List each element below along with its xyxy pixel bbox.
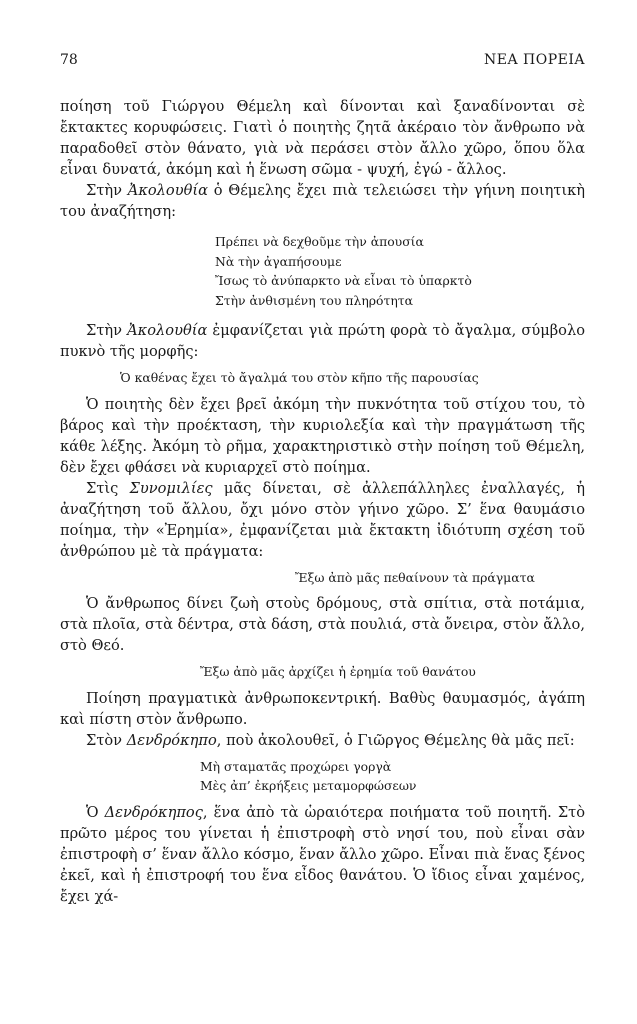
paragraph-3-post: ἐμφανίζεται γιὰ πρώτη φορὰ τὸ ἄγαλμα, σύμβολο πυκνὸ τῆς μορφῆς: bbox=[60, 322, 585, 360]
poem-title-akolouthia: Ἀκολουθία bbox=[127, 182, 208, 199]
paragraph-9-pre: Ὁ bbox=[86, 803, 105, 821]
verse-line: Ἴσως τὸ ἀνύπαρκτο νὰ εἶναι τὸ ὑπαρκτὸ bbox=[215, 273, 472, 288]
verse-line: Πρέπει νὰ δεχθοῦμε τὴν ἀπουσία bbox=[215, 234, 424, 249]
paragraph-5-pre: Στὶς bbox=[86, 479, 130, 497]
verse-line: Στὴν ἀνθισμένη του πληρότητα bbox=[215, 292, 414, 308]
poem-title-synomilies: Συνομιλίες bbox=[129, 479, 213, 497]
paragraph-6: Ὁ ἄνθρωπος δίνει ζωὴ στοὺς δρόμους, στὰ σπίτια, στὰ ποτάμια, στὰ πλοῖα, στὰ δέντρα, στὰ δάση, στὰ πουλιά, στὰ ὄνειρα, στὸν ἄλλο, στὸ Θεό. bbox=[60, 595, 585, 654]
paragraph-3-pre: Στὴν bbox=[86, 322, 128, 339]
paragraph-8-pre: Στὸν bbox=[86, 731, 127, 749]
verse-line: Μὴ σταματᾶς προχώρει γοργὰ bbox=[200, 758, 392, 774]
paragraph-9 bbox=[60, 802, 585, 907]
poem-title-akolouthia: Ἀκολουθία bbox=[127, 322, 208, 339]
paragraph-2-post: ὁ Θέμελης ἔχει πιὰ τελειώσει τὴν γήινη ποιητικὴ του ἀναζήτηση: bbox=[60, 182, 585, 220]
page-number: 78 bbox=[60, 52, 78, 68]
paragraph-4: Ὁ ποιητὴς δὲν ἔχει βρεῖ ἀκόμη τὴν πυκνότητα τοῦ στίχου του, τὸ βάρος καὶ τὴν προέκταση, τὴν κυριολεξία καὶ τὴν πραγμάτωση τῆς κάθε λέξης. Ἀκόμη τὸ ρῆμα, χαρακτηριστικὸ στὴν ποίηση τοῦ Θέμελη, δὲν ἔχει φθάσει νὰ κυριαρχεῖ στὸ ποίημα. bbox=[60, 395, 585, 476]
paragraph-5-post: μᾶς δίνεται, σὲ ἀλλεπάλληλες ἐναλλαγές, ἡ ἀναζήτηση τοῦ ἄλλου, ὄχι μόνο στὸν γήινο χῶρο. Σ’ ἕνα θαυμάσιο ποίημα, τὴν «Ἐρημία», ἐμφανίζεται μιὰ ἔκτακτη ἰδιότυπη σχέση τοῦ ἀνθρώπου μὲ τὰ πράγματα: bbox=[60, 479, 585, 560]
paragraph-9-post: , ἕνα ἀπὸ τὰ ὡραιότερα ποιήματα τοῦ ποιητῆ. Στὸ πρῶτο μέρος του γίνεται ἡ ἐπιστροφὴ στὸ νησί του, ποὺ εἶναι σὰν ἐπιστροφὴ σ’ ἕναν ἄλλο κόσμο, ἕναν ἄλλο χῶρο. Εἶναι πιὰ ἕνας ξένος ἐκεῖ, καὶ ἡ ἐπιστροφή του ἕνα εἶδος θανάτου. Ὁ ἴδιος εἶναι χαμένος, ἔχει χά- bbox=[60, 803, 585, 905]
verse-quote-3: Ἔξω ἀπὸ μᾶς πεθαίνουν τὰ πράγματα bbox=[295, 569, 535, 585]
paragraph-8 bbox=[60, 730, 585, 751]
paragraph-5 bbox=[60, 478, 585, 562]
paragraph-2-pre: Στὴν bbox=[86, 182, 128, 199]
paragraph-7: Ποίηση πραγματικὰ ἀνθρωποκεντρική. Βαθὺς θαυμασμός, ἀγάπη καὶ πίστη στὸν ἄνθρωπο. bbox=[60, 689, 585, 728]
verse-quote-1 bbox=[60, 232, 585, 310]
verse-line: Νὰ τὴν ἀγαπήσουμε bbox=[215, 253, 342, 269]
paragraph-3 bbox=[60, 320, 585, 362]
page-body bbox=[60, 96, 585, 907]
verse-line: Μὲς ἀπ’ ἐκρήξεις μεταμορφώσεων bbox=[200, 778, 417, 793]
running-title: ΝΕΑ ΠΟΡΕΙΑ bbox=[484, 52, 585, 68]
verse-quote-4: Ἔξω ἀπὸ μᾶς ἀρχίζει ἡ ἐρημία τοῦ θανάτου bbox=[200, 664, 476, 679]
paragraph-8-post: , ποὺ ἀκολουθεῖ, ὁ Γιῶργος Θέμελης θὰ μᾶς πεῖ: bbox=[216, 731, 575, 749]
verse-quote-5 bbox=[60, 757, 585, 796]
verse-quote-2: Ὁ καθένας ἔχει τὸ ἄγαλμά του στὸν κῆπο τῆς παρουσίας bbox=[120, 370, 479, 385]
poem-title-dendrokipo: Δενδρόκηπο bbox=[126, 731, 217, 749]
paragraph-2 bbox=[60, 180, 585, 222]
paragraph-1: ποίηση τοῦ Γιώργου Θέμελη καὶ δίνονται καὶ ξαναδίνονται σὲ ἔκτακτες κορυφώσεις. Γιατὶ ὁ ποιητὴς ζητᾶ ἀκέραιο τὸν ἄνθρωπο νὰ παραδοθεῖ στὸν θάνατο, γιὰ νὰ περάσει στὸν ἄλλο χῶρο, ὅπου ὅλα εἶναι δυνατά, ἀκόμη καὶ ἡ ἕνωση σῶμα - ψυχή, ἐγώ - ἄλλος. bbox=[60, 98, 585, 178]
poem-title-dendrokipos: Δενδρόκηπος bbox=[104, 803, 203, 821]
